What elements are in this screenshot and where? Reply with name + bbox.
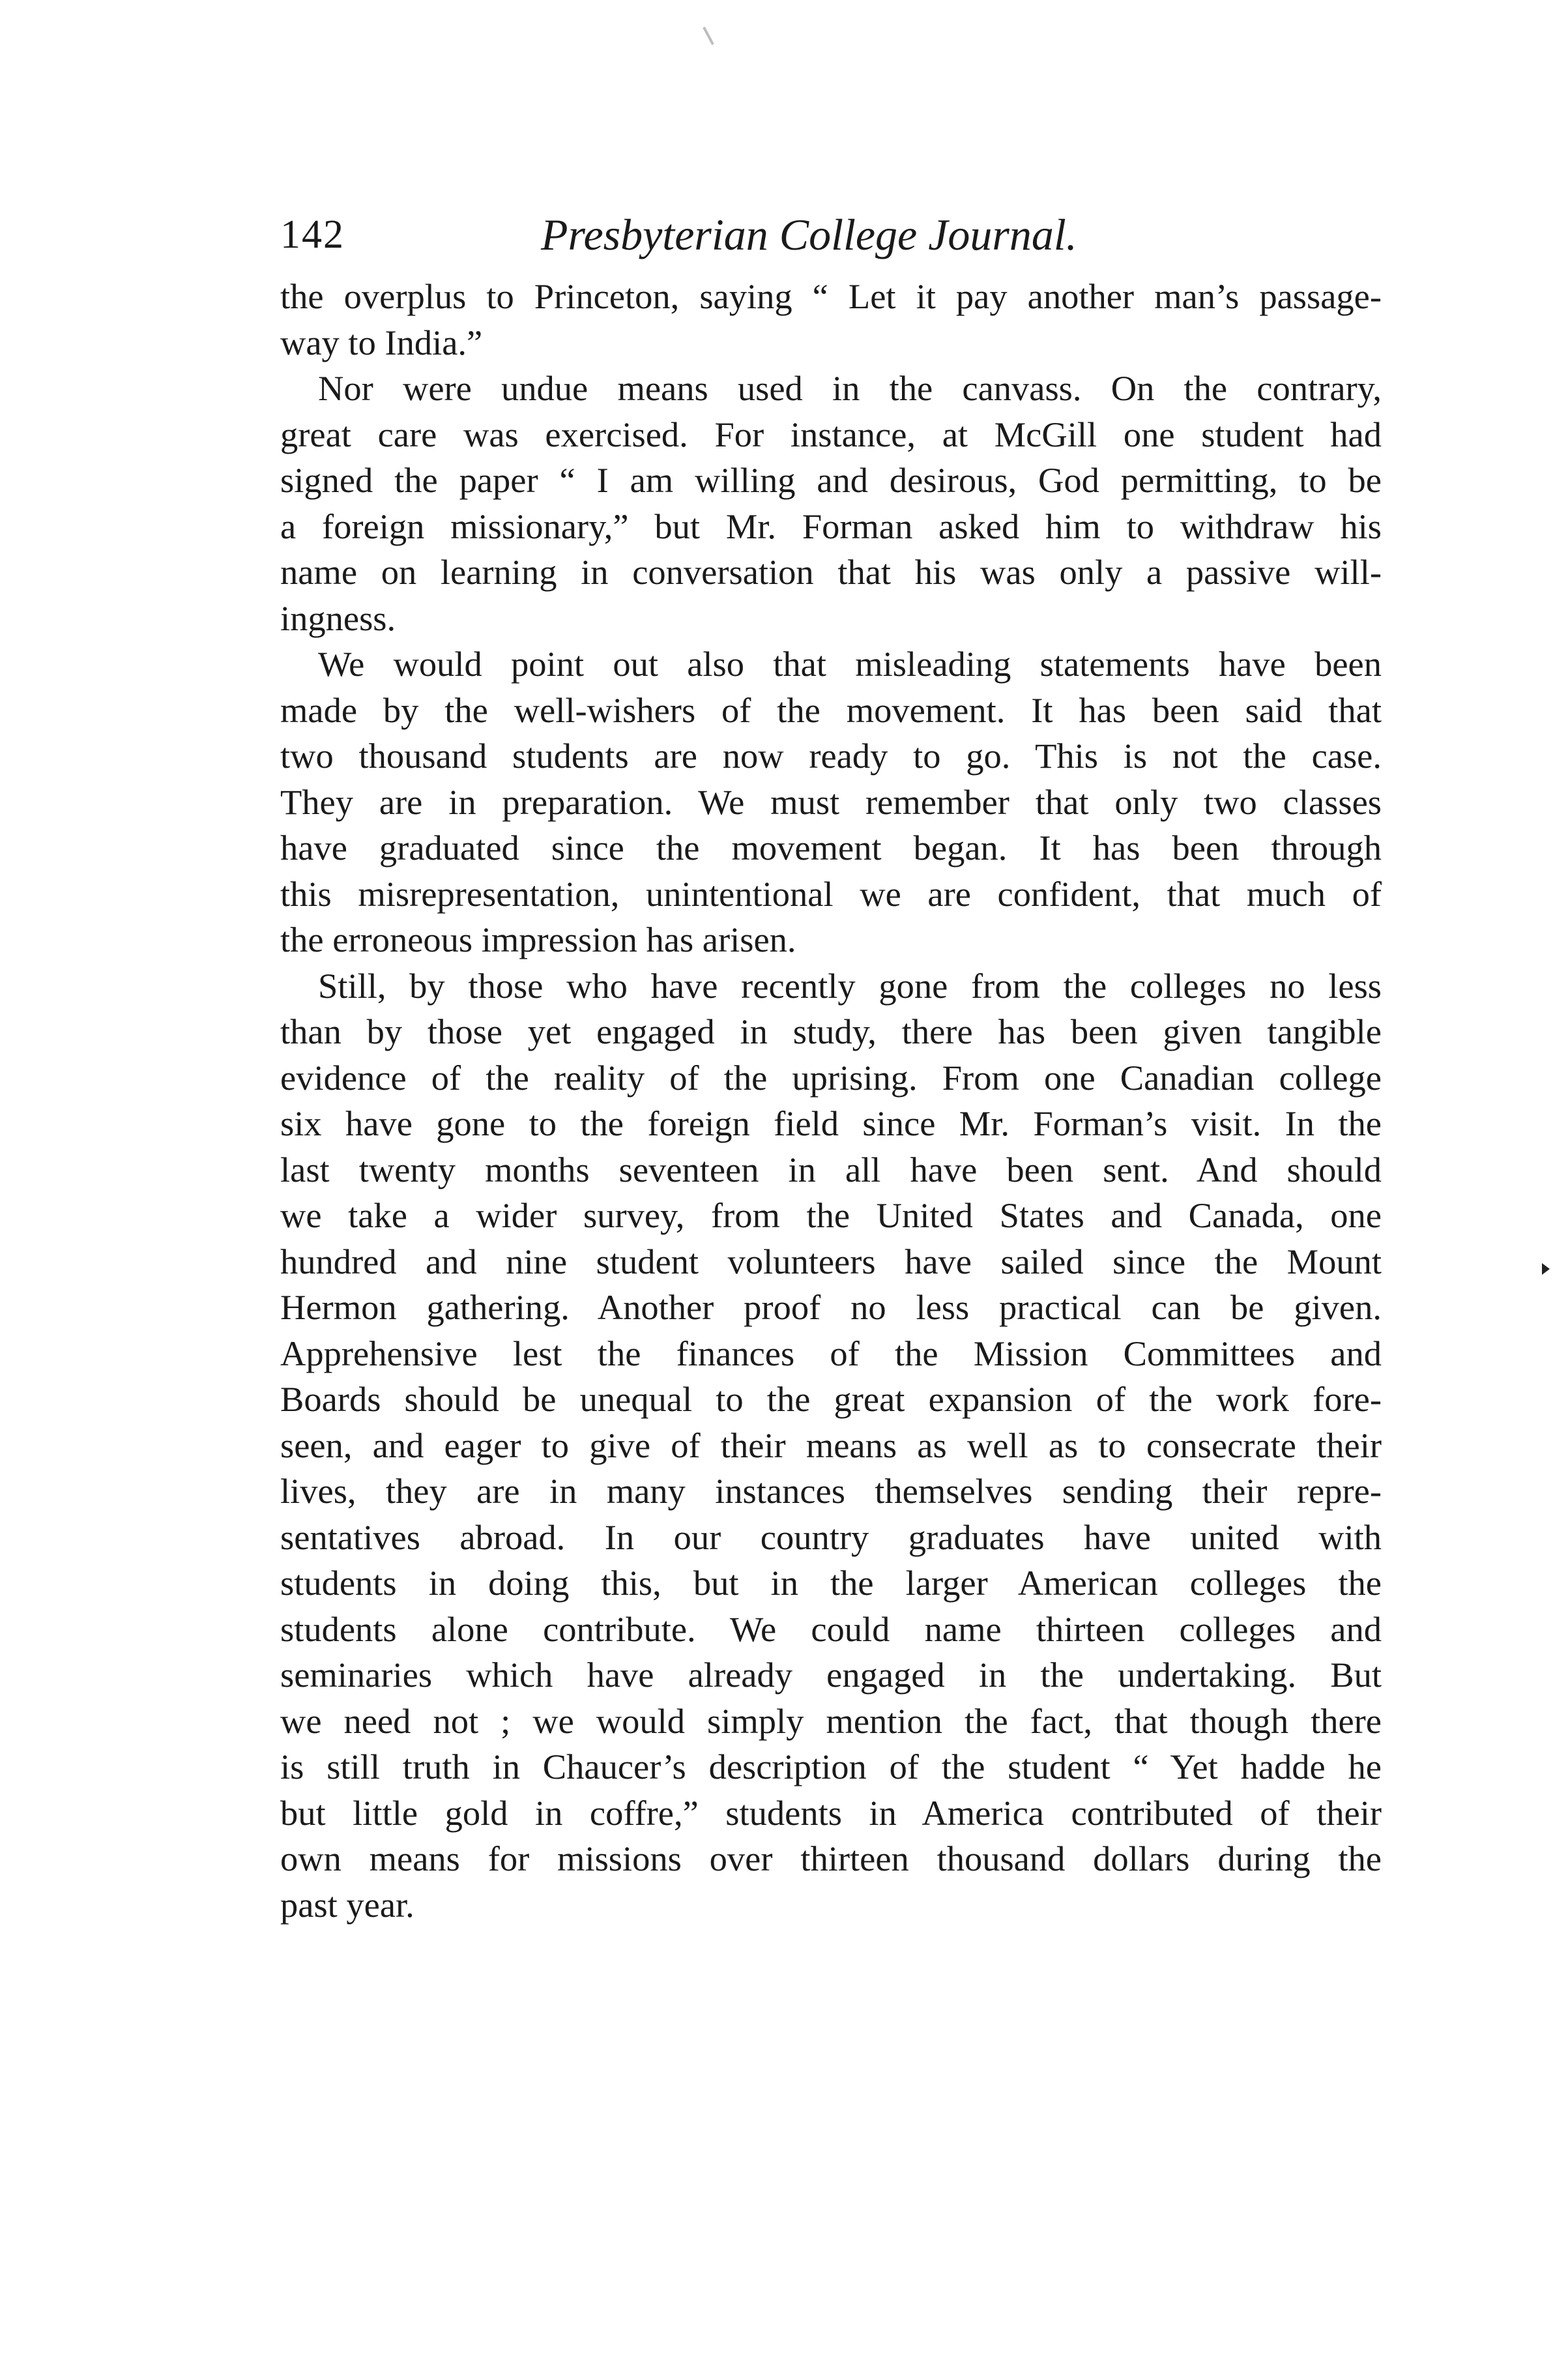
- text-line: Still, by those who have recently gone from the colleges no less: [318, 965, 1382, 1006]
- text-line: Apprehensive lest the finances of the Mission Committees and: [280, 1333, 1382, 1373]
- text-line: hundred and nine student volunteers have sailed since the Mount: [280, 1241, 1382, 1281]
- text-line: own means for missions over thirteen thousand dollars during the: [280, 1839, 1382, 1878]
- text-line: lives, they are in many instances themselves sending their repre-: [280, 1471, 1382, 1511]
- paragraph: [280, 641, 1382, 963]
- page-number: 142: [280, 212, 345, 257]
- text-line: seminaries which have already engaged in the undertaking. But: [280, 1655, 1382, 1695]
- text-line: ingness.: [280, 598, 396, 638]
- text-line: two thousand students are now ready to go. This is not the case.: [280, 736, 1382, 776]
- text-line: than by those yet engaged in study, there has been given tangible: [280, 1012, 1382, 1051]
- text-line: They are in preparation. We must remember that only two classes: [280, 781, 1382, 822]
- paragraph: [280, 366, 1382, 641]
- text-line: is still truth in Chaucer’s description of the student “ Yet hadde he: [280, 1747, 1382, 1786]
- text-line: have graduated since the movement began. It has been through: [280, 828, 1382, 867]
- margin-arrow-icon: [1542, 1263, 1550, 1275]
- text-line: the erroneous impression has arisen.: [280, 920, 796, 959]
- text-line: past year.: [280, 1884, 414, 1925]
- paragraph: [280, 963, 1382, 1929]
- paragraph: [280, 274, 1382, 366]
- text-line: students alone contribute. We could name thirteen colleges and: [280, 1609, 1382, 1649]
- text-line: We would point out also that misleading statements have been: [318, 644, 1382, 684]
- page-header: [280, 202, 1388, 267]
- body-text: [280, 274, 1382, 1928]
- text-line: sentatives abroad. In our country graduates have united with: [280, 1517, 1382, 1557]
- text-line: students in doing this, but in the larger American colleges the: [280, 1563, 1382, 1603]
- text-line: made by the well-wishers of the movement. It has been said that: [280, 690, 1382, 730]
- text-line: seen, and eager to give of their means as well as to consecrate their: [280, 1425, 1382, 1465]
- text-line: the overplus to Princeton, saying “ Let it pay another man’s passage-: [280, 276, 1382, 316]
- text-line: signed the paper “ I am willing and desirous, God permitting, to be: [280, 460, 1382, 500]
- text-line: but little gold in coffre,” students in America contributed of their: [280, 1792, 1382, 1833]
- text-line: name on learning in conversation that his was only a passive will-: [280, 552, 1382, 592]
- text-line: Hermon gathering. Another proof no less practical can be given.: [280, 1287, 1382, 1327]
- text-line: this misrepresentation, unintentional we are confident, that much of: [280, 873, 1382, 914]
- text-line: we take a wider survey, from the United States and Canada, one: [280, 1195, 1382, 1235]
- text-line: Boards should be unequal to the great expansion of the work fore-: [280, 1379, 1382, 1419]
- text-line: great care was exercised. For instance, at McGill one student had: [280, 414, 1382, 454]
- running-title: Presbyterian College Journal.: [541, 210, 1077, 259]
- text-line: evidence of the reality of the uprising. From one Canadian college: [280, 1057, 1382, 1098]
- scan-speck: [703, 27, 714, 45]
- text-line: last twenty months seventeen in all have been sent. And should: [280, 1149, 1382, 1189]
- text-line: we need not ; we would simply mention the fact, that though there: [280, 1700, 1382, 1741]
- text-line: way to India.”: [280, 322, 483, 362]
- text-line: a foreign missionary,” but Mr. Forman asked him to withdraw his: [280, 506, 1382, 546]
- text-line: six have gone to the foreign field since Mr. Forman’s visit. In the: [280, 1103, 1382, 1143]
- text-line: Nor were undue means used in the canvass. On the contrary,: [318, 368, 1382, 408]
